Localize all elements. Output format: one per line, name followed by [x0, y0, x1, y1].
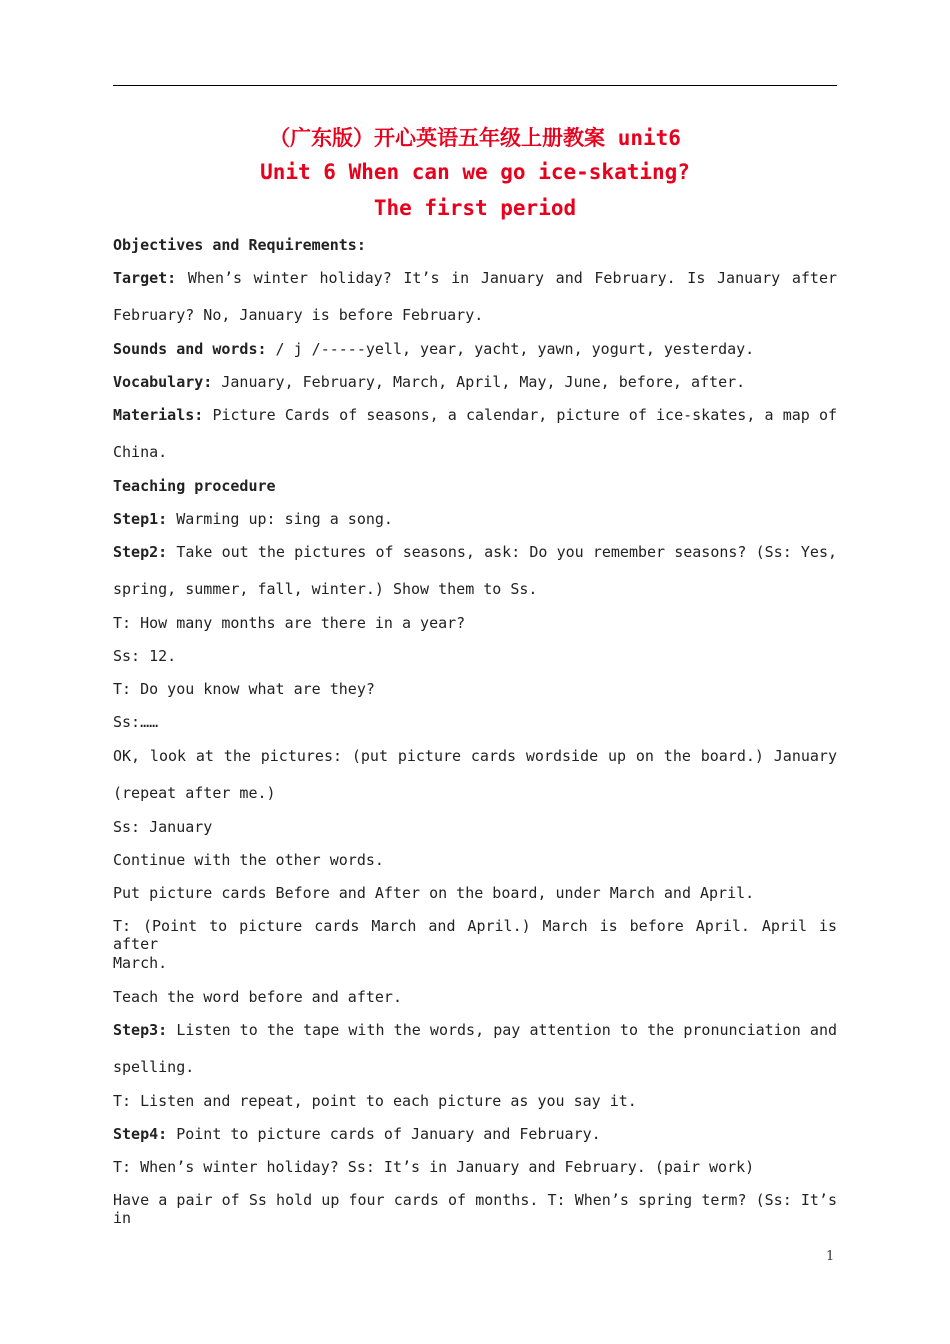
step2-label: Step2:: [113, 543, 168, 561]
materials-text: Picture Cards of seasons, a calendar, picture of ice-skates, a map of: [212, 406, 838, 424]
procedure-heading: Teaching procedure: [113, 477, 276, 495]
step3-line-2: spelling.: [113, 1058, 195, 1076]
sounds-text: / j /-----yell, year, yacht, yawn, yogurt, yesterday.: [266, 340, 755, 358]
unit-title: Unit 6 When can we go ice-skating?: [260, 160, 690, 184]
vocabulary-text: January, February, March, April, May, June, before, after.: [212, 373, 746, 391]
step1-line: [113, 510, 837, 528]
step2-line-2: spring, summer, fall, winter.) Show them to Ss.: [113, 580, 538, 598]
step4-label: Step4:: [113, 1125, 168, 1143]
step3-text: Listen to the tape with the words, pay attention to the pronunciation and: [176, 1021, 838, 1039]
instruction-line: Continue with the other words.: [113, 851, 384, 869]
vocabulary-line: [113, 373, 837, 391]
sounds-line: [113, 340, 837, 358]
instruction-line: OK, look at the pictures: (put picture cards wordside up on the board.) January: [113, 747, 837, 765]
step3-label: Step3:: [113, 1021, 168, 1039]
instruction-line: Have a pair of Ss hold up four cards of months. T: When’s spring term? (Ss: It’s in: [113, 1191, 837, 1227]
vocabulary-label: Vocabulary:: [113, 373, 213, 391]
step2-line: [113, 543, 837, 561]
document-title-cn: （广东版）开心英语五年级上册教案 unit6: [269, 126, 681, 150]
step4-text: Point to picture cards of January and February.: [167, 1125, 601, 1143]
page-number: 1: [826, 1249, 835, 1264]
target-label: Target:: [113, 269, 177, 287]
dialogue-line: T: When’s winter holiday? Ss: It’s in January and February. (pair work): [113, 1158, 755, 1176]
target-text: When’s winter holiday? It’s in January and February. Is January after: [187, 269, 838, 287]
step3-line: [113, 1021, 837, 1039]
dialogue-line: Ss:……: [113, 713, 159, 731]
dialogue-line: Ss: January: [113, 818, 213, 836]
objectives-heading: Objectives and Requirements:: [113, 236, 366, 254]
target-line: [113, 269, 837, 287]
instruction-line: Teach the word before and after.: [113, 988, 402, 1006]
step4-line: [113, 1125, 837, 1143]
step1-label: Step1:: [113, 510, 168, 528]
step2-text: Take out the pictures of seasons, ask: Do you remember seasons? (Ss: Yes,: [176, 543, 838, 561]
materials-line: [113, 406, 837, 424]
target-line-2: February? No, January is before February.: [113, 306, 484, 324]
sounds-label: Sounds and words:: [113, 340, 267, 358]
instruction-line: Put picture cards Before and After on the board, under March and April.: [113, 884, 755, 902]
dialogue-line: T: Do you know what are they?: [113, 680, 375, 698]
header-rule: [113, 85, 837, 86]
period-title: The first period: [373, 196, 577, 220]
dialogue-line: March.: [113, 954, 168, 972]
dialogue-line: T: How many months are there in a year?: [113, 614, 466, 632]
instruction-line: (repeat after me.): [113, 784, 276, 802]
materials-label: Materials:: [113, 406, 204, 424]
step1-text: Warming up: sing a song.: [167, 510, 393, 528]
materials-line-2: China.: [113, 443, 168, 461]
dialogue-line: Ss: 12.: [113, 647, 177, 665]
dialogue-line: T: Listen and repeat, point to each picture as you say it.: [113, 1092, 637, 1110]
dialogue-line: T: (Point to picture cards March and April.) March is before April. April is after: [113, 917, 837, 953]
